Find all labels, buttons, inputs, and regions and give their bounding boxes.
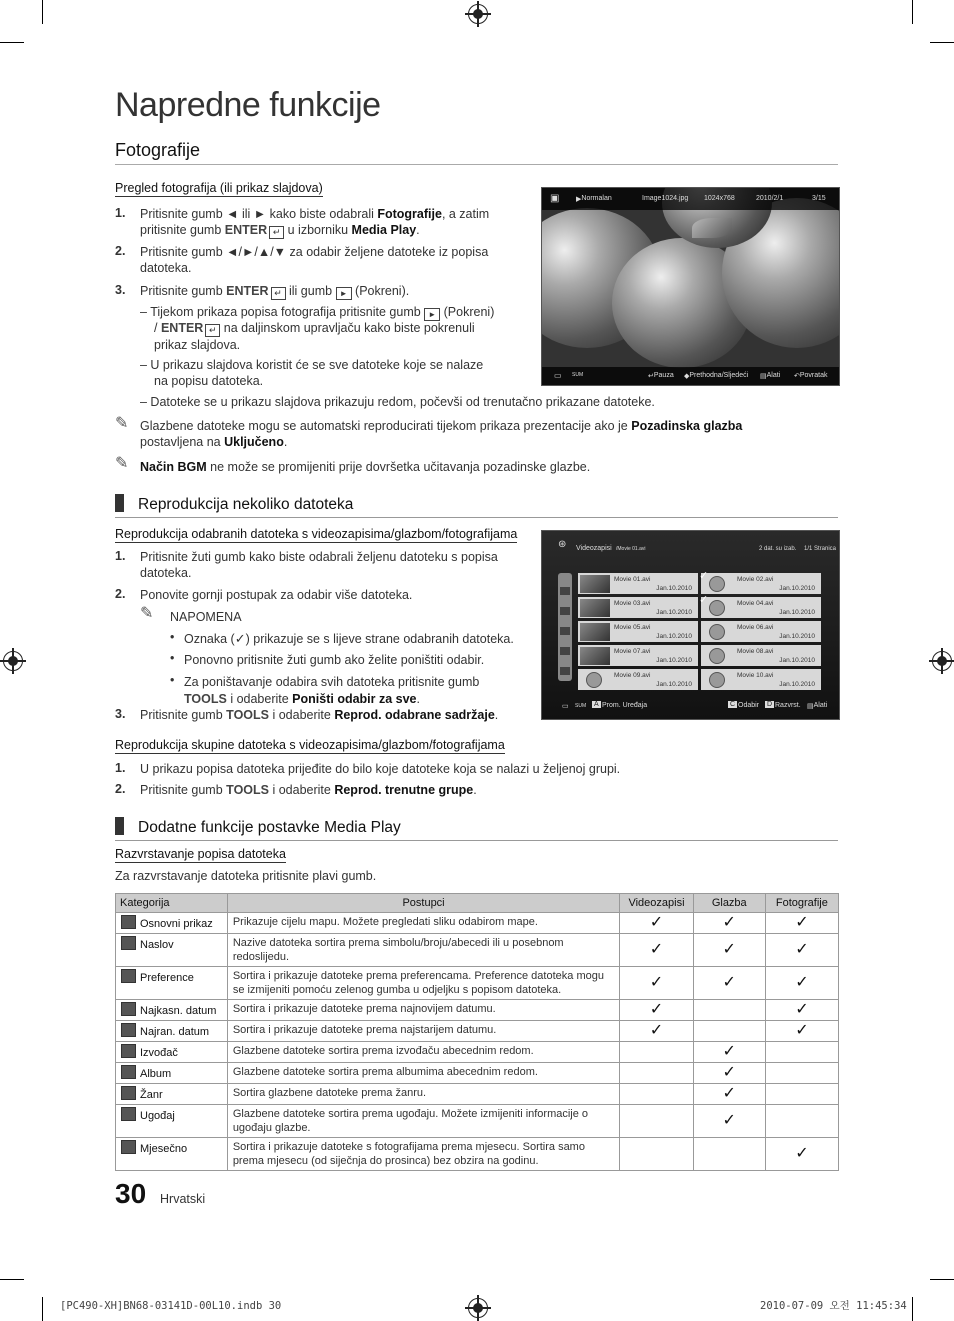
- video-icon: ⊛: [558, 539, 567, 550]
- page-title: Napredne funkcije: [115, 86, 381, 124]
- video-file-item[interactable]: Movie 09.avi Jan.10.2010: [578, 669, 698, 690]
- description-cell: Sortira i prikazuje datoteke s fotografijama prema mjesecu. Sortira samo prema mjesecu (od siječnja do prosinca) bez obzira na godinu.: [227, 1138, 619, 1171]
- sum-icon: ▭: [554, 371, 562, 380]
- photo-icon: ▣: [550, 193, 560, 204]
- category-cell: Žanr: [116, 1084, 228, 1105]
- description-cell: Glazbene datoteke sortira prema ugođaju. Možete izmijeniti informacije o ugođaju glazbe.: [227, 1105, 619, 1138]
- video-check-cell: [620, 1042, 693, 1063]
- extra-subheading: Razvrstavanje popisa datoteka: [115, 847, 286, 861]
- video-file-item[interactable]: Movie 03.avi Jan.10.2010: [578, 597, 698, 618]
- music-check-cell: [693, 1000, 765, 1021]
- check-icon: ✓: [699, 594, 709, 606]
- photo-step-2-line-1: Pritisnite gumb ◄/►/▲/▼ za odabir željene datoteke iz popisa: [140, 245, 489, 259]
- video-check-cell: [620, 1105, 693, 1138]
- check-icon: ✓: [699, 570, 709, 582]
- video-file-item[interactable]: Movie 01.avi Jan.10.2010: [578, 573, 698, 594]
- table-header: Postupci: [227, 894, 619, 913]
- photo-check-cell: ✓: [765, 1021, 838, 1042]
- category-cell: Album: [116, 1063, 228, 1084]
- registration-mark-icon: [3, 651, 23, 671]
- star-icon: [560, 667, 570, 675]
- registration-mark-icon: [468, 4, 488, 24]
- photo-step-2-line-2: datoteka.: [140, 261, 192, 275]
- video-file-item[interactable]: Movie 08.avi Jan.10.2010: [701, 645, 821, 666]
- crop-mark: [0, 1279, 24, 1280]
- footer-date: 2010-07-09 오전 11:45:34: [760, 1300, 907, 1312]
- video-file-item[interactable]: Movie 10.avi Jan.10.2010: [701, 669, 821, 690]
- video-file-item[interactable]: ✓ Movie 04.avi Jan.10.2010: [701, 597, 821, 618]
- photo-check-cell: ✓: [765, 1000, 838, 1021]
- description-cell: Nazive datoteka sortira prema simbolu/broju/abecedi ili u posebnom redoslijedu.: [227, 934, 619, 967]
- video-check-cell: ✓: [620, 1000, 693, 1021]
- multi-bullet-2: Ponovno pritisnite žuti gumb ako želite poništiti odabir.: [184, 653, 485, 667]
- category-cell: Najkasn. datum: [116, 1000, 228, 1021]
- calendar-icon: [560, 627, 570, 635]
- video-control-bar: ▭ SUM A Prom. Uređaja C Odabir D Razvrst. ▤ Alati: [562, 701, 828, 710]
- video-check-cell: [620, 1063, 693, 1084]
- photo-dash-2-line-1: – U prikazu slajdova koristit će se sve datoteke koje se nalaze: [140, 358, 484, 372]
- multi-step-2: Ponovite gornji postupak za odabir više datoteka.: [140, 588, 413, 602]
- video-check-cell: ✓: [620, 934, 693, 967]
- film-reel-icon: [709, 624, 725, 640]
- group-step-1: U prikazu popisa datoteka prijeđite do bilo koje datoteke koja se nalazi u željenoj grupi.: [140, 762, 621, 776]
- music-check-cell: ✓: [693, 913, 765, 934]
- play-icon: ►: [336, 287, 352, 300]
- table-row: [116, 1000, 839, 1021]
- step-number: 1.: [115, 206, 126, 220]
- music-check-cell: ✓: [693, 1063, 765, 1084]
- film-reel-icon: [586, 672, 602, 688]
- description-cell: Sortira glazbene datoteke prema žanru.: [227, 1084, 619, 1105]
- video-thumbnail: [580, 599, 610, 617]
- table-row: [116, 1105, 839, 1138]
- photo-note-1-line-1: Glazbene datoteke mogu se automatski reproducirati tijekom prikaza prezentacije ako je Pozadinska glazba: [140, 419, 743, 433]
- section-heading-extra: Dodatne funkcije postavke Media Play: [115, 817, 838, 841]
- category-icon: [121, 1044, 136, 1058]
- step-number: 1.: [115, 761, 126, 775]
- photo-check-cell: [765, 1084, 838, 1105]
- photo-note-1-line-2: postavljena na Uključeno.: [140, 435, 288, 449]
- multi-bullet-1: Oznaka (✓) prikazuje se s lijeve strane odabranih datoteka.: [184, 631, 514, 646]
- video-file-item[interactable]: ✓ Movie 02.avi Jan.10.2010: [701, 573, 821, 594]
- category-cell: Preference: [116, 967, 228, 1000]
- table-header: Kategorija: [116, 894, 228, 913]
- video-list-screenshot: [541, 530, 840, 720]
- bullet-icon: •: [170, 630, 175, 644]
- crop-mark: [42, 1297, 43, 1321]
- title-icon: [560, 607, 570, 615]
- bullet-icon: •: [170, 673, 175, 687]
- step-number: 1.: [115, 549, 126, 563]
- photo-dash-2-line-2: na popisu datoteka.: [154, 374, 264, 388]
- crop-mark: [0, 42, 24, 43]
- crop-mark: [912, 0, 913, 24]
- description-cell: Glazbene datoteke sortira prema albumima abecednim redom.: [227, 1063, 619, 1084]
- table-row: [116, 1021, 839, 1042]
- multi-step-1-line-1: Pritisnite žuti gumb kako biste odabrali željenu datoteku s popisa: [140, 550, 498, 564]
- table-row: [116, 934, 839, 967]
- photo-dash-1-line-2: / ENTER ↵ na daljinskom upravljaču kako biste pokrenuli: [154, 321, 475, 335]
- film-reel-icon: [709, 600, 725, 616]
- category-icon: [121, 1065, 136, 1079]
- category-icon: [121, 915, 136, 929]
- step-number: 2.: [115, 782, 126, 796]
- category-cell: Naslov: [116, 934, 228, 967]
- video-check-cell: [620, 1138, 693, 1171]
- category-cell: Osnovni prikaz: [116, 913, 228, 934]
- table-row: [116, 967, 839, 1000]
- category-icon: [121, 1140, 136, 1154]
- multi-bullet-3-line-2: TOOLS i odaberite Poništi odabir za sve.: [184, 692, 420, 706]
- photo-check-cell: ✓: [765, 967, 838, 1000]
- multi-step-1-line-2: datoteka.: [140, 566, 192, 580]
- music-check-cell: [693, 1021, 765, 1042]
- slideshow-info-bar: ▣ ▶ Normalan Image1024.jpg 1024x768 2010/2/1 3/15: [542, 188, 839, 210]
- category-cell: Ugođaj: [116, 1105, 228, 1138]
- photo-note-2: Način BGM ne može se promijeniti prije dovršetka učitavanja pozadinske glazbe.: [140, 460, 591, 474]
- enter-icon: ↵: [269, 226, 284, 239]
- film-reel-icon: [709, 648, 725, 664]
- video-thumbnail: [580, 575, 610, 593]
- category-icon: [121, 936, 136, 950]
- group-step-2: Pritisnite gumb TOOLS i odaberite Reprod. trenutne grupe.: [140, 783, 477, 797]
- table-row: [116, 1063, 839, 1084]
- page-language: Hrvatski: [160, 1192, 206, 1206]
- enter-icon: ↵: [271, 287, 286, 300]
- category-cell: Najran. datum: [116, 1021, 228, 1042]
- music-check-cell: [693, 1138, 765, 1171]
- step-number: 2.: [115, 244, 126, 258]
- photo-check-cell: [765, 1042, 838, 1063]
- photo-subheading: Pregled fotografija (ili prikaz slajdova): [115, 181, 323, 195]
- video-thumbnail: [580, 647, 610, 665]
- play-icon: ►: [424, 308, 440, 321]
- table-row: [116, 1138, 839, 1171]
- note-icon: ✎: [115, 455, 129, 472]
- photo-step-3: Pritisnite gumb ENTER ↵ ili gumb ► (Pokreni).: [140, 284, 410, 298]
- music-check-cell: ✓: [693, 1105, 765, 1138]
- music-check-cell: ✓: [693, 967, 765, 1000]
- table-row: [116, 913, 839, 934]
- multi-step-3: Pritisnite gumb TOOLS i odaberite Reprod. odabrane sadržaje.: [140, 708, 499, 722]
- multi-subheading-2: Reprodukcija skupine datoteka s videozapisima/glazbom/fotografijama: [115, 738, 505, 752]
- note-icon: ✎: [140, 605, 154, 622]
- category-icon: [121, 1002, 136, 1016]
- photo-check-cell: [765, 1105, 838, 1138]
- category-icon: [121, 1107, 136, 1121]
- calendar-icon: [560, 647, 570, 655]
- crop-mark: [930, 42, 954, 43]
- photo-dash-1-line-3: prikaz slajdova.: [154, 338, 241, 352]
- note-label: NAPOMENA: [170, 610, 242, 624]
- description-cell: Sortira i prikazuje datoteke prema preferencama. Preference datoteka mogu se izmijeniti pomoću zelenog gumba u odjeljku s popisom datoteka.: [227, 967, 619, 1000]
- description-cell: Sortira i prikazuje datoteke prema najstarijem datumu.: [227, 1021, 619, 1042]
- step-number: 3.: [115, 283, 126, 297]
- crop-mark: [930, 1279, 954, 1280]
- description-cell: Sortira i prikazuje datoteke prema najnovijem datumu.: [227, 1000, 619, 1021]
- table-header: Fotografije: [765, 894, 838, 913]
- section-heading-multi: Reprodukcija nekoliko datoteka: [115, 494, 838, 518]
- table-row: [116, 1042, 839, 1063]
- photo-step-1-line-1: Pritisnite gumb ◄ ili ► kako biste odabrali Fotografije, a zatim: [140, 207, 490, 221]
- category-cell: Mjesečno: [116, 1138, 228, 1171]
- category-sidebar: [558, 573, 572, 681]
- section-title: Fotografije: [115, 140, 838, 165]
- music-check-cell: ✓: [693, 1042, 765, 1063]
- video-file-item[interactable]: Movie 07.avi Jan.10.2010: [578, 645, 698, 666]
- video-file-item[interactable]: Movie 06.avi Jan.10.2010: [701, 621, 821, 642]
- music-check-cell: ✓: [693, 1084, 765, 1105]
- photo-check-cell: [765, 1063, 838, 1084]
- category-cell: Izvođač: [116, 1042, 228, 1063]
- multi-bullet-3-line-1: Za poništavanje odabira svih datoteka pritisnite gumb: [184, 675, 480, 689]
- photo-check-cell: ✓: [765, 913, 838, 934]
- film-reel-icon: [709, 576, 725, 592]
- footer-file: [PC490-XH]BN68-03141D-00L10.indb 30: [60, 1300, 282, 1312]
- registration-mark-icon: [932, 651, 952, 671]
- video-check-cell: ✓: [620, 1021, 693, 1042]
- check-icon: ✓: [234, 631, 246, 646]
- photo-step-1-line-2: pritisnite gumb ENTER ↵ u izborniku Media Play.: [140, 223, 420, 237]
- page-number: 30: [115, 1178, 147, 1209]
- sort-intro: Za razvrstavanje datoteka pritisnite plavi gumb.: [115, 869, 377, 883]
- registration-mark-icon: [468, 1298, 488, 1318]
- bullet-icon: •: [170, 651, 175, 665]
- category-icon: [121, 969, 136, 983]
- slideshow-screenshot: [541, 187, 840, 386]
- crop-mark: [42, 0, 43, 24]
- sum-icon: ▭: [562, 703, 569, 710]
- table-header: Videozapisi: [620, 894, 693, 913]
- video-check-cell: ✓: [620, 913, 693, 934]
- table-row: [116, 1084, 839, 1105]
- video-file-item[interactable]: Movie 05.avi Jan.10.2010: [578, 621, 698, 642]
- photo-check-cell: ✓: [765, 1138, 838, 1171]
- multi-subheading-1: Reprodukcija odabranih datoteka s videozapisima/glazbom/fotografijama: [115, 527, 518, 541]
- video-check-cell: [620, 1084, 693, 1105]
- category-icon: [121, 1023, 136, 1037]
- photo-dash-3: – Datoteke se u prikazu slajdova prikazuju redom, počevši od trenutačno prikazane datoteke.: [140, 395, 655, 409]
- slideshow-control-bar: ▭ SUM ↵ Pauza ◆ Prethodna/Sljedeći ▤ Alati ↶ Povratak: [542, 367, 839, 385]
- video-check-cell: ✓: [620, 967, 693, 1000]
- photo-dash-1-line-1: – Tijekom prikaza popisa fotografija pritisnite gumb ► (Pokreni): [140, 305, 495, 319]
- crop-mark: [912, 1297, 913, 1321]
- description-cell: Glazbene datoteke sortira prema izvođaču abecednim redom.: [227, 1042, 619, 1063]
- note-icon: ✎: [115, 415, 129, 432]
- music-check-cell: ✓: [693, 934, 765, 967]
- leaf-image: [692, 218, 732, 238]
- folder-icon: [560, 587, 570, 595]
- film-reel-icon: [709, 672, 725, 688]
- table-header: Glazba: [693, 894, 765, 913]
- video-thumbnail: [580, 623, 610, 641]
- photo-check-cell: ✓: [765, 934, 838, 967]
- description-cell: Prikazuje cijelu mapu. Možete pregledati sliku odabirom mape.: [227, 913, 619, 934]
- category-icon: [121, 1086, 136, 1100]
- sort-table: [115, 893, 839, 1171]
- step-number: 2.: [115, 587, 126, 601]
- video-header-bar: ⊛ Videozapisi /Movie 01.avi 2 dat. su izab. 1/1 Stranica: [558, 539, 837, 552]
- step-number: 3.: [115, 707, 126, 721]
- enter-icon: ↵: [205, 324, 220, 337]
